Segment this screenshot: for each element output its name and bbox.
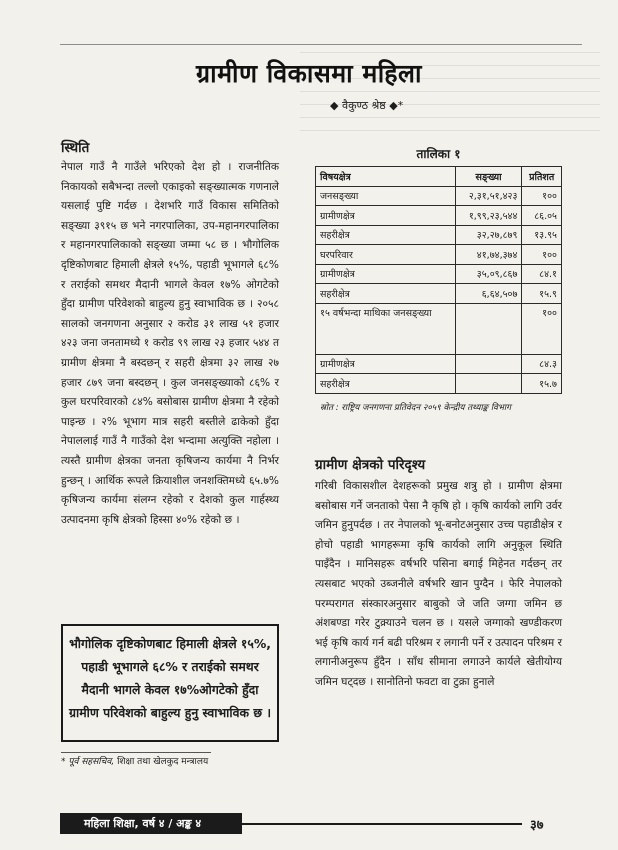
row-percent: १०० (522, 303, 562, 354)
footnote-ministry: शिक्षा तथा खेलकुद मन्त्रालय (114, 757, 209, 767)
row-percent: ८६.०५ (522, 206, 562, 226)
table-row (316, 186, 562, 206)
row-count: २,३१,५१,४२३ (455, 186, 522, 206)
row-count (455, 354, 522, 374)
row-label: ग्रामीणक्षेत्र (316, 206, 456, 226)
article-title: ग्रामीण विकासमा महिला (196, 59, 422, 88)
table-row (316, 225, 562, 245)
table-source (320, 402, 560, 415)
row-label: सहरीक्षेत्र (316, 284, 456, 304)
table-row (316, 245, 562, 265)
header-subject: विषयक्षेत्र (316, 167, 456, 187)
table-row (316, 374, 562, 394)
row-label: घरपरिवार (316, 245, 456, 265)
footnote-role: * पूर्व सहसचिव, (61, 757, 115, 767)
row-count: ३५,०९,८६७ (455, 264, 522, 284)
row-count: ६,६४,५०७ (455, 284, 522, 304)
header-count: सङ्ख्या (455, 167, 522, 187)
source-text: राष्ट्रिय जनगणना प्रतिवेदन २०५९ केन्द्रीय तथ्याङ्क विभाग (341, 403, 511, 413)
author-footnote (61, 754, 208, 767)
row-percent: १५.९ (522, 284, 562, 304)
table-row (316, 206, 562, 226)
table-row (316, 303, 562, 354)
table-caption: तालिका १ (416, 147, 461, 161)
row-percent: १०० (522, 186, 562, 206)
pull-quote-text: भौगोलिक दृष्टिकोणबाट हिमाली क्षेत्रले १५%, पहाडी भूभागले ६८% र तराईको समथर मैदानी भागले केवल १७%ओगटेको हुँदा ग्रामीण परिवेशको बाहुल्य हुनु स्वाभाविक छ । (69, 636, 272, 720)
page-number: ३७ (530, 818, 544, 833)
table-row (316, 264, 562, 284)
footer-rule (242, 823, 522, 825)
table-row (316, 284, 562, 304)
row-percent: ८४.१ (522, 264, 562, 284)
journal-footer: महिला शिक्षा, वर्ष ४ / अङ्क ४ (60, 813, 242, 834)
table-row (316, 354, 562, 374)
row-count: ३२,२७,८७९ (455, 225, 522, 245)
section-heading-rural: ग्रामीण क्षेत्रको परिदृश्य (315, 457, 426, 473)
row-count (455, 374, 522, 394)
source-label: स्रोत : (320, 403, 339, 413)
article-author: ◆ वैकुण्ठ श्रेष्ठ ◆* (330, 99, 404, 112)
row-count (455, 303, 522, 354)
footnote-rule (61, 752, 211, 753)
table-header-row (316, 167, 562, 187)
row-label: सहरीक्षेत्र (316, 374, 456, 394)
right-column (315, 455, 562, 693)
row-label: ग्रामीणक्षेत्र (316, 264, 456, 284)
pull-quote-box (61, 624, 279, 742)
row-label: १५ वर्षभन्दा माथिका जनसङ्ख्या (316, 303, 456, 354)
row-label: जनसङ्ख्या (316, 186, 456, 206)
top-rule (60, 44, 582, 45)
row-percent: ८४.३ (522, 354, 562, 374)
row-label: सहरीक्षेत्र (316, 225, 456, 245)
population-table (315, 166, 562, 394)
header-percent: प्रतिशत (522, 167, 562, 187)
rural-paragraph: गरिबी विकासशील देशहरूको प्रमुख शत्रु हो । ग्रामीण क्षेत्रमा बसोबास गर्ने जनताको पेसा नै कृषि हो । कृषि कार्यको लागि उर्वर जमिन हुनुपर्दछ । तर नेपालको भू-बनोटअनुसार उच्च पहाडीक्षेत्र र होचो पहाडी भागहरूमा कृषि कार्यको लागि अनुकूल स्थिति पाइँदैन । मानिसहरू वर्षभरि पसिना बगाई मिहेनत गर्दछन् तर त्यसबाट भएको उब्जनीले वर्षभरि खान पुग्दैन । फेरि नेपालको परम्परागत संस्कारअनुसार बाबुको जे जति जग्गा जमिन छ अंशबण्डा गरेर टुक्र्याउने चलन छ । यसले जग्गाको खण्डीकरण भई कृषि कार्य गर्न बढी परिश्रम र लगानी पर्ने र उत्पादन परिश्रम र लगानीअनुरूप हुँदैन । साँध सीमाना लगाउने कार्यले खेतीयोग्य जमिन घट्दछ । सानोतिनो फवटा वा टुक्रा हुनाले (315, 480, 562, 688)
row-label: ग्रामीणक्षेत्र (316, 354, 456, 374)
row-percent: १५.७ (522, 374, 562, 394)
row-count: १,९९,२३,५४४ (455, 206, 522, 226)
left-column (61, 138, 279, 530)
row-percent: १३.९५ (522, 225, 562, 245)
section-heading-status: स्थिति (61, 140, 90, 156)
row-count: ४१,७४,३७४ (455, 245, 522, 265)
status-paragraph: नेपाल गाउँ नै गाउँले भरिएको देश हो । राजनीतिक निकायको सबैभन्दा तल्लो एकाइको सङ्ख्यात्मक गणनाले यसलाई पुष्टि गर्दछ । देशभरि गाउँ विकास समितिको सङ्ख्या ३९१५ छ भने नगरपालिका, उप-महानगरपालिका र महानगरपालिकाको सङ्ख्या जम्मा ५८ छ । भौगोलिक दृष्टिकोणबाट हिमाली क्षेत्रले १५%, पहाडी भूभागले ६८% र तराईको समथर मैदानी भागले केवल १७% ओगटेको हुँदा ग्रामीण परिवेशको बाहुल्य हुनु स्वाभाविक छ । २०५८ सालको जनगणना अनुसार २ करोड ३१ लाख ५१ हजार ४२३ जना जनतामध्ये १ करोड ९९ लाख २३ हजार ५४४ त ग्रामीण क्षेत्रमा नै बस्दछन् र सहरी क्षेत्रमा ३२ लाख २७ हजार ८७९ जना बस्दछन् । कुल जनसङ्ख्याको ८६% र कुल घरपरिवारको ८४% बसोबास ग्रामीण क्षेत्रमा नै रहेको पाइन्छ । २% भूभाग मात्र सहरी बस्तीले ढाकेको हुँदा नेपाललाई गाउँ नै गाउँको देश भन्दामा अत्युक्ति नहोला । त्यस्तै ग्रामीण क्षेत्रका जनता कृषिजन्य कार्यमा नै निर्भर हुन्छन् । आर्थिक रूपले क्रियाशील जनशक्तिमध्ये ६५.७% कृषिजन्य कार्यमा संलग्न रहेको र देशको कुल गार्हस्थ्य उत्पादनमा कृषि क्षेत्रको हिस्सा ४०% रहेको छ । (61, 161, 279, 526)
row-percent: १०० (522, 245, 562, 265)
